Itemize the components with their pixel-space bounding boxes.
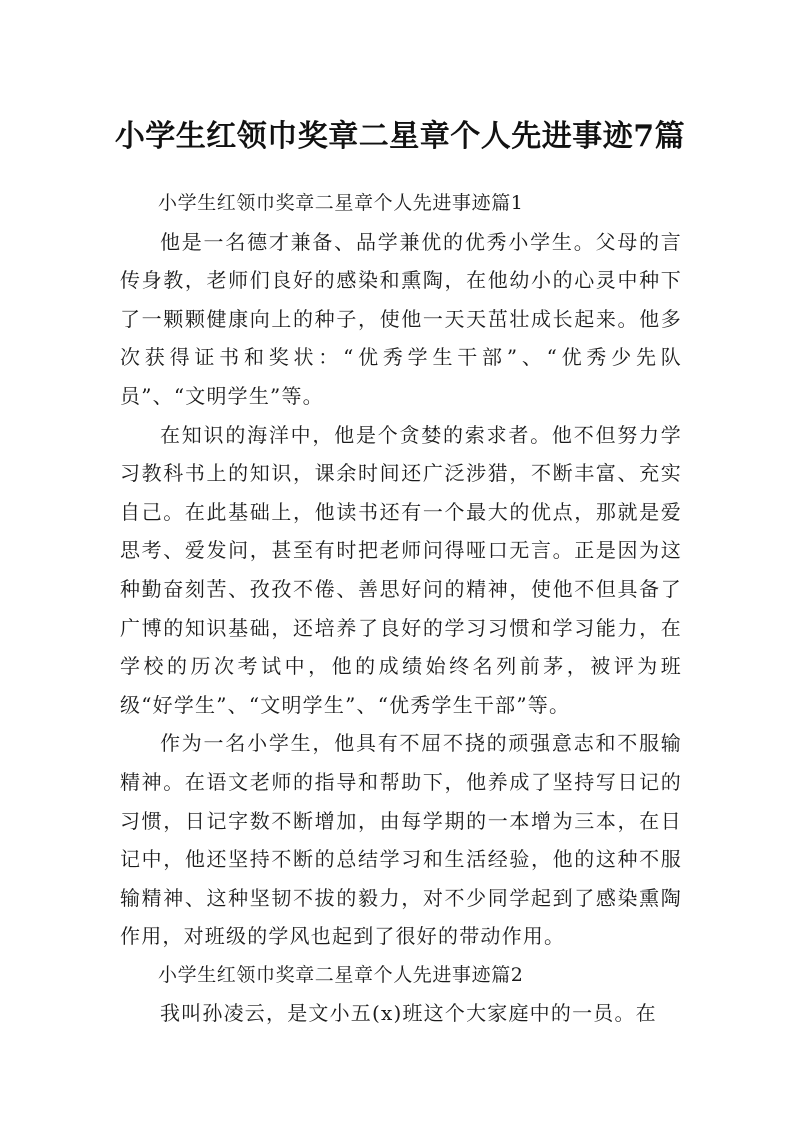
- paragraph-1-1: 他是一名德才兼备、品学兼优的优秀小学生。父母的言传身教，老师们良好的感染和熏陶，在他幼小的心灵中种下了一颗颗健康向上的种子，使他一天天茁壮成长起来。他多次获得证书和奖状：“优秀学生干部”、“优秀少先队员”、“文明学生”等。: [120, 229, 682, 408]
- paragraph-1-3: 作为一名小学生，他具有不屈不挠的顽强意志和不服输精神。在语文老师的指导和帮助下，他养成了坚持写日记的习惯，日记字数不断增加，由每学期的一本增为三本，在日记中，他还坚持不断的总结学习和生活经验，他的这种不服输精神、这种坚韧不拔的毅力，对不少同学起到了感染熏陶作用，对班级的学风也起到了很好的带动作用。: [120, 731, 682, 949]
- document-title: 小学生红领巾奖章二星章个人先进事迹7篇: [114, 119, 686, 155]
- paragraph-1-2: 在知识的海洋中，他是个贪婪的索求者。他不但努力学习教科书上的知识，课余时间还广泛涉猎，不断丰富、充实自己。在此基础上，他读书还有一个最大的优点，那就是爱思考、爱发问，甚至有时把老师问得哑口无言。正是因为这种勤奋刻苦、孜孜不倦、善思好问的精神，使他不但具备了广博的知识基础，还培养了良好的学习习惯和学习能力，在学校的历次考试中，他的成绩始终名列前茅，被评为班级“好学生”、“文明学生”、“优秀学生干部”等。: [120, 422, 682, 717]
- paragraph-2-1: 我叫孙凌云，是文小五(x)班这个大家庭中的一员。在: [160, 1001, 657, 1026]
- document-body: [120, 184, 682, 1033]
- section-heading-1: 小学生红领巾奖章二星章个人先进事迹篇1: [158, 192, 524, 214]
- section-heading-2: 小学生红领巾奖章二星章个人先进事迹篇2: [158, 963, 524, 986]
